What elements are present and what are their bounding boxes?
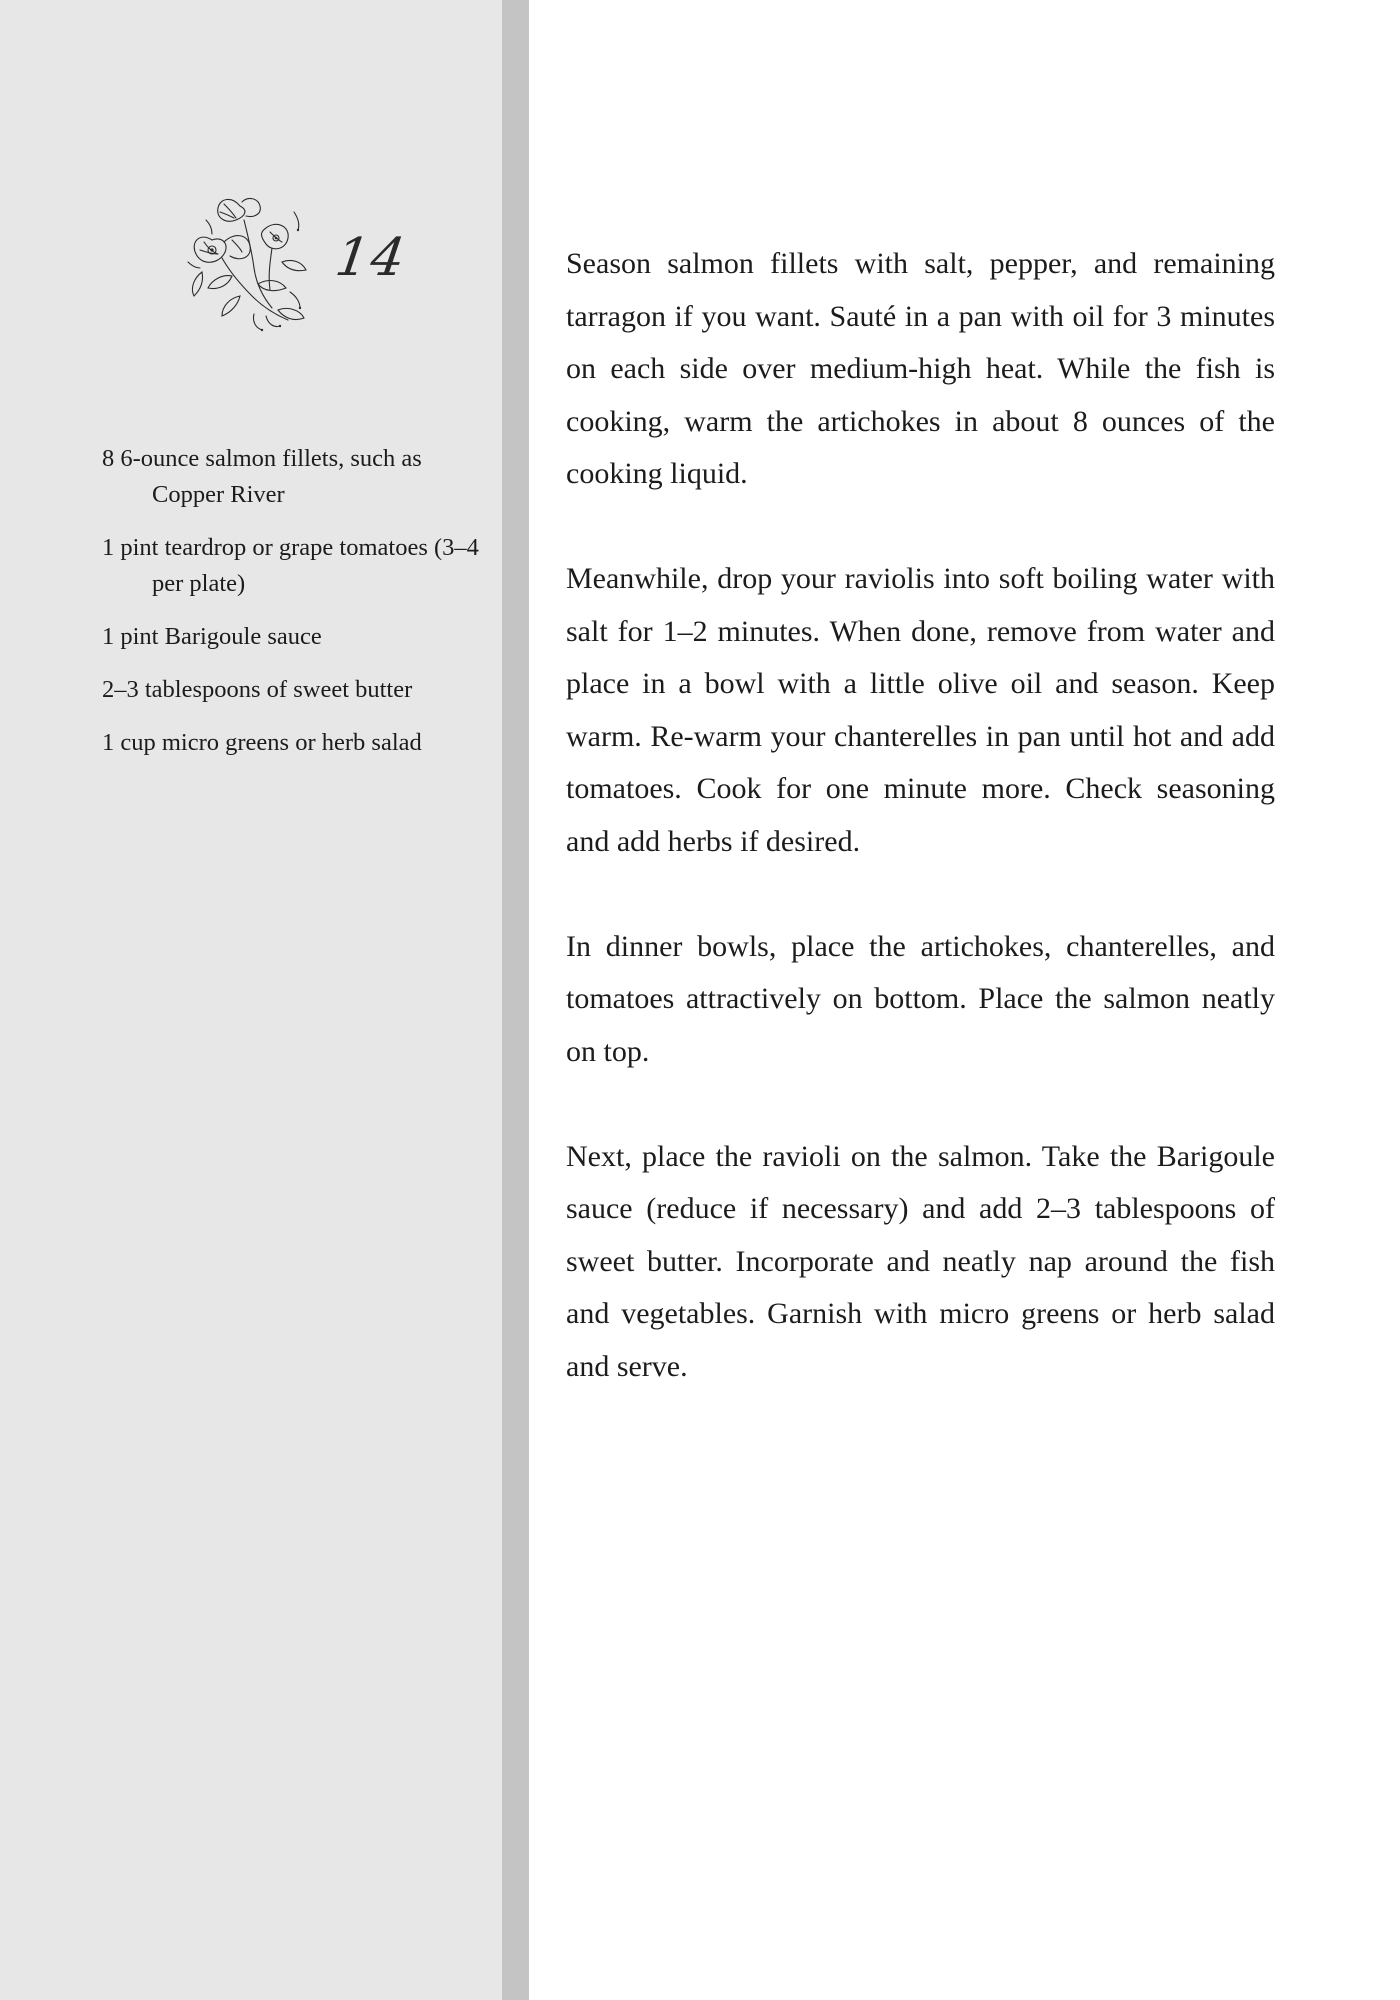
method-paragraph: Season salmon fillets with salt, pepper, and remaining tarragon if you want. Sauté in a pan with oil for 3 minutes on each side over medium-high heat. While the fish is cooking, warm the artichokes in about 8 ounces of the cooking liquid. [566, 247, 1275, 490]
ingredient-list [102, 441, 482, 778]
ingredients-sidebar [0, 0, 502, 2000]
method-paragraph: In dinner bowls, place the artichokes, chanterelles, and tomatoes attractively on bottom. Place the salmon neatly on top. [566, 929, 1275, 1068]
list-item: 1 cup micro greens or herb salad [102, 729, 422, 756]
list-item: 1 pint teardrop or grape tomatoes (3–4 per plate) [102, 534, 479, 597]
method-paragraph: Next, place the ravioli on the salmon. Take the Barigoule sauce (reduce if necessary) and add 2–3 tablespoons of sweet butter. Incorporate and neatly nap around the fish and vegetables. Garnish with micro greens or herb salad and serve. [566, 1139, 1275, 1383]
list-item: 2–3 tablespoons of sweet butter [102, 676, 413, 703]
method-instructions [566, 238, 1275, 1446]
method-paragraph: Meanwhile, drop your raviolis into soft boiling water with salt for 1–2 minutes. When done, remove from water and place in a bowl with a little olive oil and season. Keep warm. Re-warm your chanterelles in pan until hot and add tomatoes. Cook for one minute more. Check seasoning and add herbs if desired. [566, 562, 1275, 858]
page-number: 14 [331, 228, 411, 288]
list-item: 8 6-ounce salmon fillets, such as Copper River [102, 445, 422, 508]
list-item: 1 pint Barigoule sauce [102, 623, 322, 650]
floral-engraving-icon [182, 192, 314, 334]
page-gutter-divider [502, 0, 529, 2000]
